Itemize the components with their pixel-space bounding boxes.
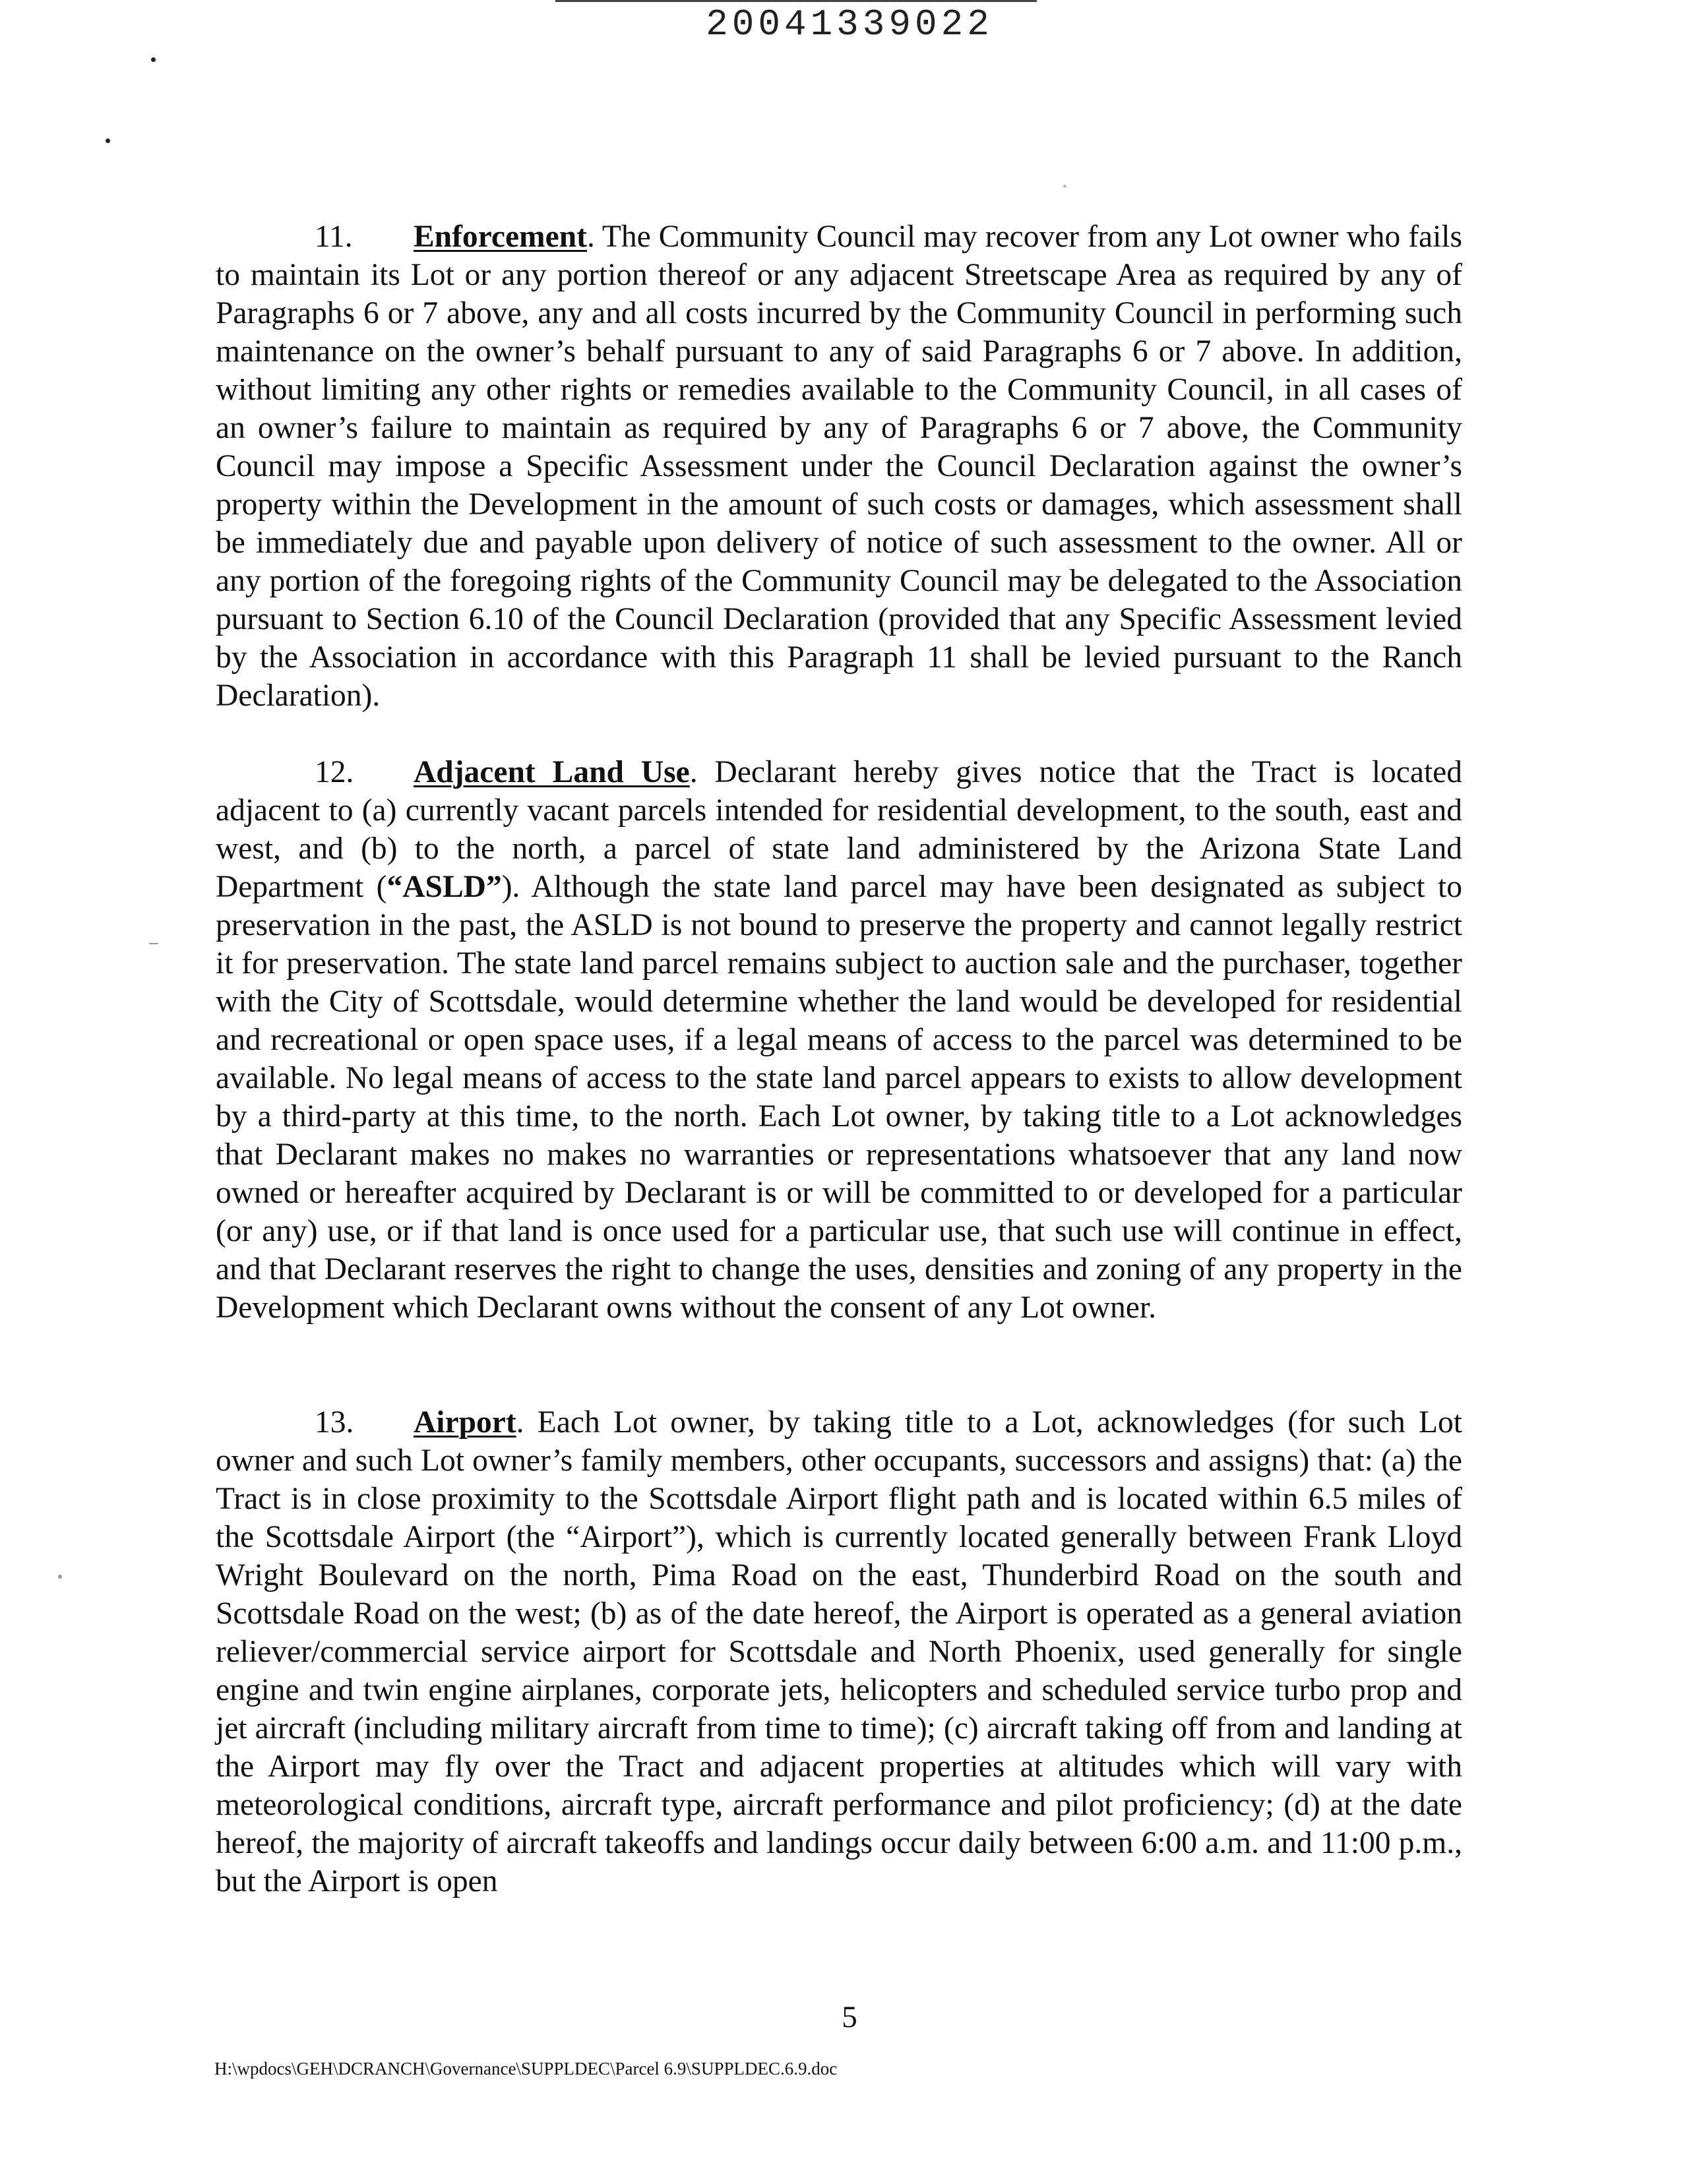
heading-punctuation: . (689, 755, 698, 789)
scan-mark (58, 1575, 62, 1579)
paragraph-enforcement (216, 218, 1462, 715)
paragraph-text-continued: ). Although the state land parcel may have been designated as subject to preservation in the past, the ASLD is not bound to preserve the property and cannot legally restrict it for preservation. The state land parcel remains subject to auction sale and the purchaser, together with the City of Scottsdale, would determine whether the land would be developed for residential and recreational or open space uses, if a legal means of access to the parcel was determined to be available. No legal means of access to the state land parcel appears to exists to allow development by a third-party at this time, to the north. Each Lot owner, by taking title to a Lot acknowledges that Declarant makes no makes no warranties or representations whatsoever that any land now owned or hereafter acquired by Declarant is or will be committed to or developed for a particular (or any) use, or if that land is once used for a particular use, that such use will continue in effect, and that Declarant reserves the right to change the uses, densities and zoning of any property in the Development which Declarant owns without the consent of any Lot owner. (216, 870, 1462, 1325)
footer-file-path: H:\wpdocs\GEH\DCRANCH\Governance\SUPPLDEC\Parcel 6.9\SUPPLDEC.6.9.doc (214, 2059, 838, 2078)
defined-term-asld: “ASLD” (386, 870, 502, 904)
paragraph-heading: Airport (414, 1405, 516, 1440)
recording-number: 20041339022 (706, 3, 993, 46)
paragraph-text: Declarant hereby gives notice that the Tract is located adjacent to (a) currently vacant parcels intended for residential development, to the south, east and west, and (b) to the north, a parcel of state land administered by the Arizona State Land Department ( (216, 755, 1462, 904)
heading-punctuation: . (586, 220, 595, 254)
paragraph-text: Each Lot owner, by taking title to a Lot, acknowledges (for such Lot owner and such Lot owner’s family members, other occupants, successors and assigns) that: (a) the Tract is in close proximity to the Scottsdale Airport flight path and is located within 6.5 miles of the Scottsdale Airport (the “Airport”), which is currently located generally between Frank Lloyd Wright Boulevard on the north, Pima Road on the east, Thunderbird Road on the south and Scottsdale Road on the west; (b) as of the date hereof, the Airport is operated as a general aviation reliever/commercial service airport for Scottsdale and North Phoenix, used generally for single engine and twin engine airplanes, corporate jets, helicopters and scheduled service turbo prop and jet aircraft (including military aircraft from time to time); (c) aircraft taking off from and landing at the Airport may fly over the Tract and adjacent properties at altitudes which will vary with meteorological conditions, aircraft type, aircraft performance and pilot proficiency; (d) at the date hereof, the majority of aircraft takeoffs and landings occur daily between 6:00 a.m. and 11:00 p.m., but the Airport is open (216, 1405, 1462, 1898)
page-number: 5 (842, 2000, 857, 2034)
document-body (216, 218, 1462, 1900)
scan-speck (151, 57, 156, 62)
paragraph-number: 11. (315, 220, 353, 254)
paragraph-text: The Community Council may recover from any Lot owner who fails to maintain its Lot or any portion thereof or any adjacent Streetscape Area as required by any of Paragraphs 6 or 7 above, any and all costs incurred by the Community Council in performing such maintenance on the owner’s behalf pursuant to any of said Paragraphs 6 or 7 above. In addition, without limiting any other rights or remedies available to the Community Council, in all cases of an owner’s failure to maintain as required by any of Paragraphs 6 or 7 above, the Community Council may impose a Specific Assessment under the Council Declaration against the owner’s property within the Development in the amount of such costs or damages, which assessment shall be immediately due and payable upon delivery of notice of such assessment to the owner. All or any portion of the foregoing rights of the Community Council may be delegated to the Association pursuant to Section 6.10 of the Council Declaration (provided that any Specific Assessment levied by the Association in accordance with this Paragraph 11 shall be levied pursuant to the Ranch Declaration). (216, 220, 1462, 713)
paragraph-heading: Enforcement (414, 220, 587, 254)
scan-speck (106, 138, 110, 143)
paragraph-heading: Adjacent Land Use (414, 755, 690, 789)
scan-mark (149, 943, 158, 944)
paragraph-adjacent-land-use (216, 753, 1462, 1327)
paragraph-number: 12. (315, 755, 354, 789)
paragraph-number: 13. (315, 1405, 354, 1440)
heading-punctuation: . (516, 1405, 524, 1440)
scan-mark (1063, 185, 1066, 188)
paragraph-airport (216, 1403, 1462, 1900)
